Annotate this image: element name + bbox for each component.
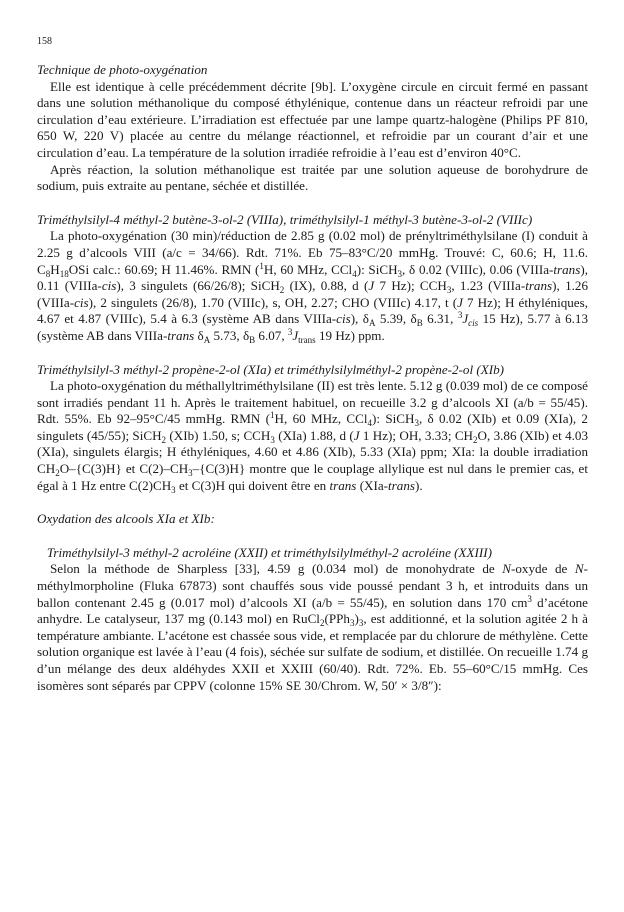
section-heading: Triméthylsilyl-3 méthyl-2 acroléine (XXII) et triméthylsilylméthyl-2 acroléine (XXIII) xyxy=(37,544,492,560)
paragraph: Elle est identique à celle précédemment décrite [9b]. L’oxygène circule en circuit fermé en passant dans une solution méthanolique du composé éthylénique, contenue dans un réacteur refroidi par une circulation d’eau extérieure. L’irradiation est effectuée par une lampe quartz-halogène (Philips PF 810, 650 W, 220 V) placée au centre du mélange réactionnel, et refroidie par un courant d’air et une circulation d’eau. La température de la solution irradiée refroidie à l’eau est d’environ 40°C. xyxy=(37,78,588,160)
section-heading: Triméthylsilyl-3 méthyl-2 propène-2-ol (XIa) et triméthylsilylméthyl-2 propène-2-ol (XIb) xyxy=(37,361,504,377)
section-heading: Oxydation des alcools XIa et XIb: xyxy=(37,511,215,527)
paragraph: Après réaction, la solution méthanolique est traitée par une solution aqueuse de borohydrure de sodium, puis extraite au pentane, séchée et distillée. xyxy=(37,161,588,194)
section-heading: Technique de photo-oxygénation xyxy=(37,62,208,77)
page-number: 158 xyxy=(37,36,52,47)
article-body xyxy=(37,62,588,694)
section-heading: Triméthylsilyl-4 méthyl-2 butène-3-ol-2 (VIIIa), triméthylsilyl-1 méthyl-3 butène-3-ol-2 (VIIIc) xyxy=(37,211,533,227)
paragraph: La photo-oxygénation du méthallyltriméthylsilane (II) est très lente. 5.12 g (0.039 mol) de ce composé sont irradiés pendant 11 h. Après le traitement habituel, on recueille 3.2 g d’alcools XI (a/b = 55/45). Rdt. 55%. Eb 92–95°C/45 mmHg. RMN ($^1$H, 60 MHz, CCl$_4$): SiCH$_3$, δ 0.02 (XIb) et 0.09 (XIa), 2 singulets (45/55); SiCH$_2$ (XIb) 1.50, s; $CCH_3$ (XIa) 1.88, d (J 1 Hz); OH, 3.33; $CH_2O$, 3.86 (XIb) et 4.03 (XIa), singulets élargis; H éthyléniques, 4.60 et 4.86 (XIb), 5.33 (XIa) ppm; XIa: la double irradiation $CH_2O-\{C(3)H\}$ et $C(2)-CH_3-\{C(3)H\}$ montre que le couplage allylique est nul dans le premier cas, et égal à 1 Hz entre $C(2)CH_3$ et C(3)H qui doivent être en trans (XIa-trans). xyxy=(37,378,588,495)
paragraph: Selon la méthode de Sharpless [33], 4.59 g (0.034 mol) de monohydrate de N-oxyde de N-méthylmorpholine (Fluka 67873) sont chauffés sous vide poussé pendant 3 h, et introduits dans un ballon contenant 2.45 g (0.017 mol) d’alcools XI (a/b = 55/45), en solution dans 170 $cm^3$ d’acétone anhydre. Le catalyseur, 137 mg (0.143 mol) en $RuCl_2(PPh_3)_3$, est additionné, et la solution agitée 2 h à température ambiante. L’acétone est chassée sous vide, et remplacée par du chlorure de méthylène. Cette solution organique est lavée à l’eau (4 fois), séchée sur sulfate de sodium, et distillée. On recueille 1.74 g d’un mélange des deux aldéhydes XXII et XXIII (60/40). Rdt. 72%. Eb. 55–60°C/15 mmHg. Ces isomères sont séparés par CPPV (colonne 15% SE 30/Chrom. W, 50′ × 3/8″): xyxy=(37,561,588,693)
paragraph: La photo-oxygénation (30 min)/réduction de 2.85 g (0.02 mol) de prényltriméthylsilane (I) conduit à 2.25 g d’alcools VIII (a/c = 34/66). Rdt. 71%. Eb 75–83°C/20 mmHg. Trouvé: C, 60.6; H, 11.6. $C_8H_{18}OSi$ calc.: 60.69; H 11.46%. RMN ($^1$H, 60 MHz, CCl$_4$): SiCH$_3$, δ 0.02 (VIIIc), 0.06 (VIIIa-trans), 0.11 (VIIIa-cis), 3 singulets (66/26/8); SiCH$_2$ (IX), 0.88, d (J 7 Hz); $CCH_3$, 1.23 (VIIIa-trans), 1.26 (VIIIa-cis), 2 singulets (26/8), 1.70 (VIIIc), s, OH, 2.27; CHO (VIIIc) 4.17, t (J 7 Hz); H éthyléniques, 4.67 et 4.87 (VIIIc), 5.4 à 6.3 (système AB dans VIIIa-cis), $\delta_A$ 5.39, $\delta_B$ 6.31, $^3J_{cis}$ 15 Hz), 5.77 à 6.13 (système AB dans VIIIa-trans $\delta_A$ 5.73, $\delta_B$ 6.07, $^3J_{trans}$ 19 Hz) ppm. xyxy=(37,228,589,345)
